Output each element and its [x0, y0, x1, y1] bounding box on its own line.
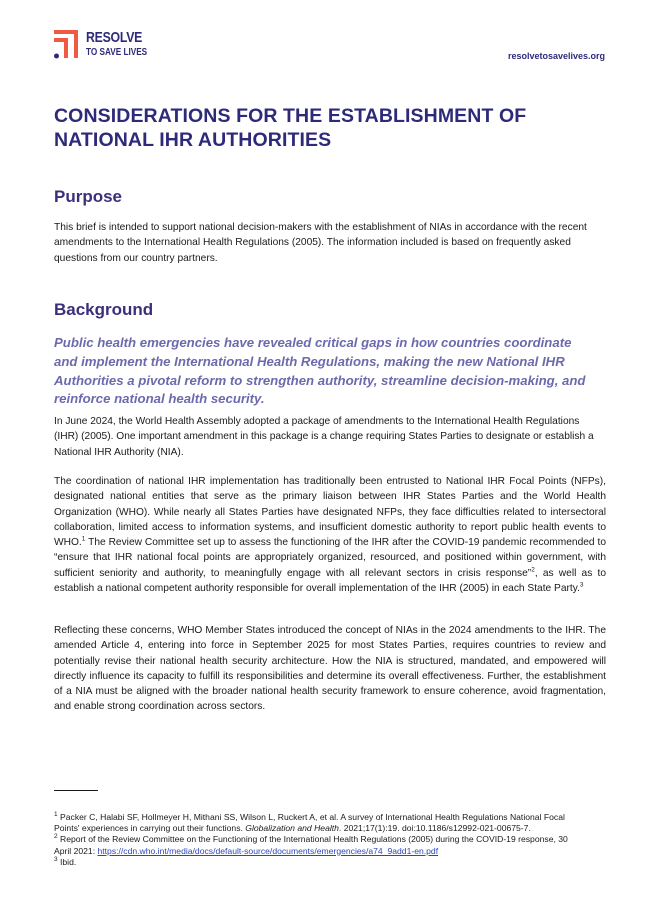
footnote-number: 1: [54, 811, 58, 819]
footnote-ref-1[interactable]: 1: [81, 535, 86, 543]
background-paragraph-2: [54, 474, 606, 596]
footnote-3: [54, 857, 574, 868]
p2-text-1: The coordination of national IHR implementation has traditionally been entrusted to National IHR Focal Points (NFPs), designated national entities that serve as the primary liaison between IHR States Parties and the World Health Organization (WHO). While nearly all States Parties have designated NFPs, they face difficulties related to intersectoral collaboration, limited access to information systems, and insufficient domestic authority to report public health events to WHO.: [54, 476, 606, 549]
background-paragraph-1: In June 2024, the World Health Assembly adopted a package of amendments to the International Health Regulations (IHR) (2005). One important amendment in this package is a change requiring States Parties to designate or establish a National IHR Authority (NIA).: [54, 416, 594, 458]
background-paragraph-3: Reflecting these concerns, WHO Member States introduced the concept of NIAs in the 2024 amendments to the IHR. The amended Article 4, entering into force in September 2025 for most States Parties, requires countries to review and potentially revise their national health security architecture. How the NIA is structured, mandated, and empowered will directly influence its capacity to fulfill its responsibilities and determine its overall effectiveness. Further, the establishment of a NIA must be aligned with the broader national health security framework to ensure coherence, avoid fragmentation, and enable strong coordination across sectors.: [54, 625, 606, 713]
resolve-to-save-lives-logo[interactable]: [54, 30, 164, 62]
footnote-2: [54, 834, 574, 856]
logo-mark-icon: [54, 30, 82, 60]
title-line-1: CONSIDERATIONS FOR THE ESTABLISHMENT OF: [54, 105, 527, 127]
purpose-paragraph: This brief is intended to support national decision-makers with the establishment of NIAs in accordance with the recent amendments to the International Health Regulations (2005). The information included is based on frequently asked questions from our country partners.: [54, 222, 587, 264]
title-line-2: NATIONAL IHR AUTHORITIES: [54, 129, 332, 151]
who-report-link[interactable]: https://cdn.who.int/media/docs/default-source/documents/emergencies/a74_9add1-en.pdf: [97, 845, 439, 856]
footnote-text: Ibid.: [57, 856, 77, 867]
footnote-number: 2: [54, 833, 58, 841]
background-lead-quote: Public health emergencies have revealed critical gaps in how countries coordinate and implement the International Health Regulations, making the new National IHR Authorities a pivotal reform to strengthen authority, streamline decision-making, and reinforce national health security.: [54, 335, 586, 407]
purpose-heading: Purpose: [54, 187, 123, 206]
logo-text-resolve: RESOLVE: [86, 29, 143, 46]
footnote-separator: [54, 790, 98, 791]
footnote-text: Packer C, Halabi SF, Hollmeyer H, Mithani SS, Wilson L, Ruckert A, et al. A survey of International Health Regulations National Focal Points' experiences in carrying out their functions.: [54, 812, 565, 834]
footnote-number: 3: [54, 855, 58, 863]
footnote-text: Report of the Review Committee on the Functioning of the International Health Regulations (2005) during the COVID-19 response, 30 April 2021:: [54, 834, 568, 856]
footnotes: [54, 812, 574, 868]
p2-text-3: , as well as to establish a national competent authority responsible for overall implementation of the IHR (2005) in each State Party.: [54, 567, 607, 595]
background-heading: Background: [54, 300, 154, 319]
footnote-ref-3[interactable]: 3: [579, 581, 584, 589]
page-title: [54, 104, 614, 152]
footnote-ref-2[interactable]: 2: [531, 566, 535, 574]
p2-text-2: The Review Committee set up to assess the functioning of the IHR after the COVID-19 pandemic recommended to “ensure that IHR national focal points are appropriately organized, resourced, and positioned within government, with sufficient seniority and authority, to meaningfully engage with all relevant sectors in crisis response”: [54, 537, 606, 579]
journal-name: Globalization and Health: [245, 823, 339, 834]
footnote-1: [54, 812, 574, 834]
footnote-citation: . 2021;17(1):19. doi:10.1186/s12992-021-00675-7.: [338, 823, 531, 834]
logo-text-to-save-lives: TO SAVE LIVES: [86, 46, 148, 58]
site-url[interactable]: resolvetosavelives.org: [507, 51, 605, 61]
